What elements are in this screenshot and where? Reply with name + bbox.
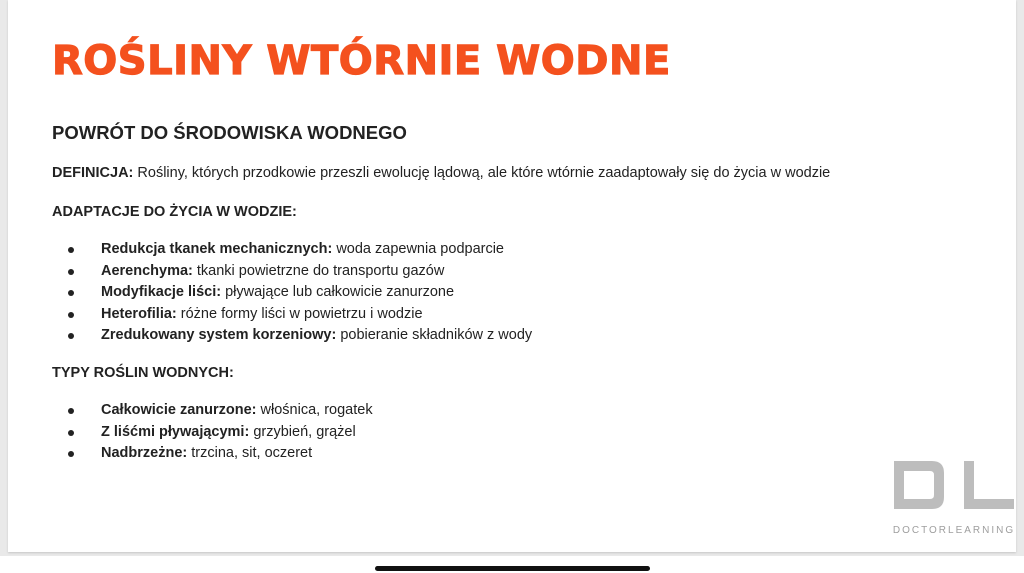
item-term: Redukcja tkanek mechanicznych: [101,241,333,257]
definition-label: DEFINICJA: [52,165,134,181]
item-desc: woda zapewnia podparcie [332,241,504,257]
adaptations-heading: ADAPTACJE DO ŻYCIA W WODZIE: [52,204,297,220]
slide-subtitle: POWRÓT DO ŚRODOWISKA WODNEGO [52,122,407,143]
bullet-icon [68,430,74,436]
definition [52,165,830,181]
item-desc: włośnica, rogatek [256,402,373,418]
item-term: Nadbrzeżne: [101,445,188,461]
bullet-icon [68,290,74,296]
logo-caption: DOCTORLEARNING [892,525,1016,536]
item-term: Całkowicie zanurzone: [101,402,257,418]
slide [8,0,1016,552]
item-desc: tkanki powietrzne do transportu gazów [192,262,445,279]
item-term: Zredukowany system korzeniowy: [101,327,337,343]
adaptations-list [68,239,532,347]
home-indicator[interactable] [375,566,650,571]
item-desc: trzcina, sit, oczeret [187,445,313,461]
list-item [68,282,532,304]
item-term: Z liśćmi pływającymi: [101,423,250,440]
item-term: Heterofilia: [101,305,177,322]
list-item [68,325,532,347]
list-item [68,400,373,422]
slide-title: ROŚLINY WTÓRNIE WODNE [52,38,671,84]
list-item [68,422,373,444]
list-item [68,261,532,283]
list-item [68,443,373,465]
list-item [68,239,532,261]
bullet-icon [68,451,74,457]
bullet-icon [68,269,74,275]
list-item [68,304,532,326]
definition-text: Rośliny, których przodkowie przeszli ewolucję lądową, ale które wtórnie zaadaptowały się do życia w wodzie [133,165,831,181]
item-desc: grzybień, grążel [249,423,356,440]
item-term: Aerenchyma: [101,262,193,279]
bullet-icon [68,247,74,253]
item-term: Modyfikacje liści: [101,284,222,300]
dl-logo-icon [892,459,1016,511]
bullet-icon [68,333,74,339]
doctorlearning-logo [892,459,1016,541]
item-desc: różne formy liści w powietrzu i wodzie [176,305,423,322]
bullet-icon [68,408,74,414]
item-desc: pływające lub całkowicie zanurzone [221,284,455,300]
types-heading: TYPY ROŚLIN WODNYCH: [52,365,234,381]
bullet-icon [68,312,74,318]
types-list [68,400,373,465]
item-desc: pobieranie składników z wody [336,327,533,343]
